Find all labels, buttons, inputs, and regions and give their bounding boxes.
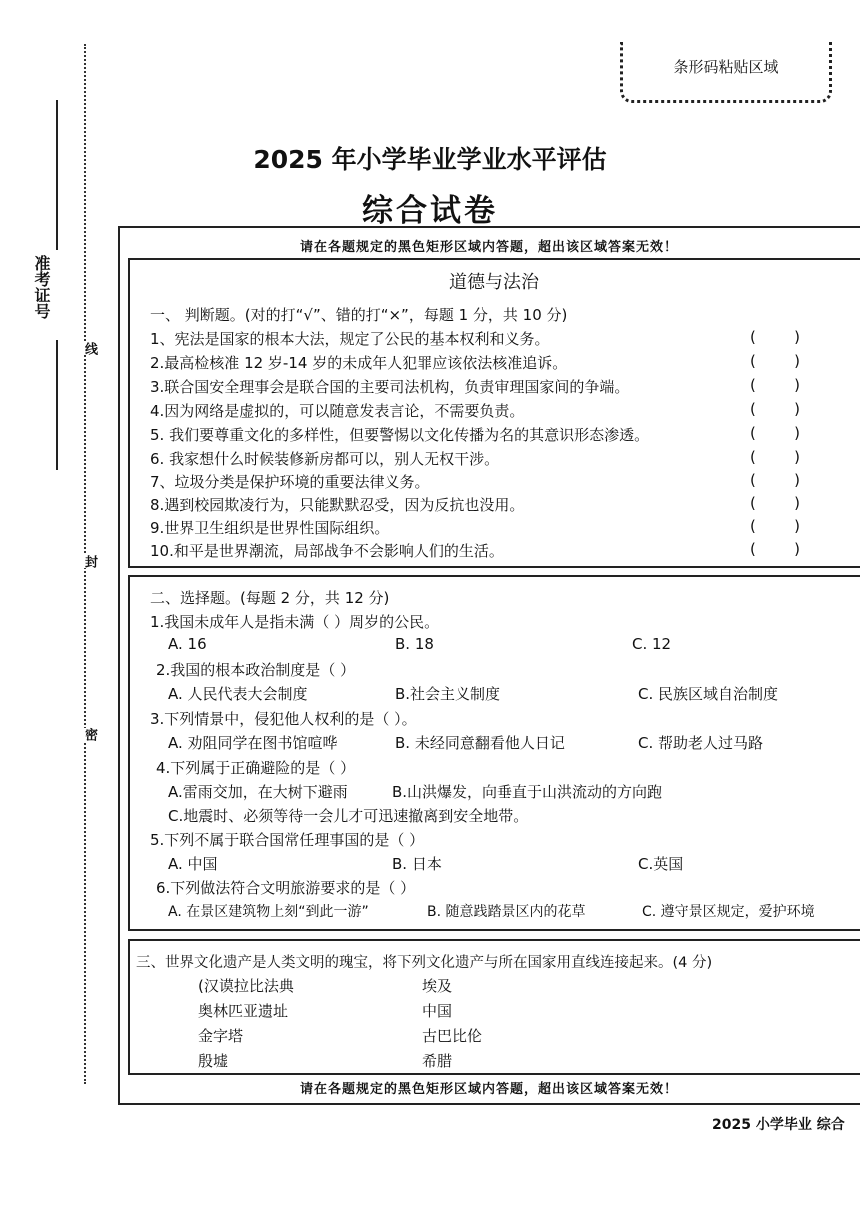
answer-parens[interactable]: ( ): [750, 352, 800, 370]
choice-option[interactable]: C. 帮助老人过马路: [638, 734, 764, 752]
choice-option[interactable]: B. 日本: [392, 855, 442, 873]
choice-option[interactable]: C.地震时、必须等待一会儿才可迅速撤离到安全地带。: [168, 807, 529, 825]
heritage-item[interactable]: 殷墟: [198, 1052, 229, 1070]
answer-parens[interactable]: ( ): [750, 448, 800, 466]
answer-parens[interactable]: ( ): [750, 517, 800, 535]
subject-title: 道德与法治: [449, 272, 539, 293]
country-item[interactable]: 希腊: [422, 1052, 453, 1070]
choice-option[interactable]: A. 人民代表大会制度: [168, 685, 308, 703]
answer-parens[interactable]: ( ): [750, 328, 800, 346]
exam-subtitle: 综合试卷: [362, 193, 498, 229]
country-item[interactable]: 古巴比伦: [422, 1027, 483, 1045]
heritage-item[interactable]: 金字塔: [198, 1027, 244, 1045]
judge-item: 10.和平是世界潮流，局部战争不会影响人们的生活。: [150, 542, 504, 560]
answer-parens[interactable]: ( ): [750, 494, 800, 512]
judge-item: 6. 我家想什么时候装修新房都可以，别人无权干涉。: [150, 450, 500, 468]
heritage-item[interactable]: 奥林匹亚遗址: [198, 1002, 289, 1020]
answer-parens[interactable]: ( ): [750, 400, 800, 418]
section2-heading: 二、选择题。(每题 2 分，共 12 分): [150, 589, 390, 607]
answer-parens[interactable]: ( ): [750, 424, 800, 442]
judge-item: 2.最高检核准 12 岁-14 岁的未成年人犯罪应该依法核准追诉。: [150, 354, 568, 372]
choice-stem: 4.下列属于正确避险的是（ ）: [156, 759, 356, 777]
judge-item: 9.世界卫生组织是世界性国际组织。: [150, 519, 390, 537]
line-char: 线: [82, 342, 97, 355]
choice-stem: 1.我国未成年人是指未满（ ）周岁的公民。: [150, 613, 440, 631]
heritage-item[interactable]: (汉谟拉比法典: [198, 977, 294, 995]
choice-option[interactable]: C. 12: [632, 635, 672, 653]
choice-option[interactable]: A.雷雨交加，在大树下避雨: [168, 783, 348, 801]
choice-option[interactable]: A. 劝阻同学在图书馆喧哗: [168, 734, 338, 752]
judge-item: 8.遇到校园欺凌行为，只能默默忍受，因为反抗也没用。: [150, 496, 525, 514]
answer-parens[interactable]: ( ): [750, 540, 800, 558]
choice-option[interactable]: B.社会主义制度: [395, 685, 501, 703]
exam-title: 2025 年小学毕业学业水平评估: [253, 145, 607, 174]
choice-option[interactable]: A. 16: [168, 635, 207, 653]
answer-parens[interactable]: ( ): [750, 376, 800, 394]
judge-item: 7、垃圾分类是保护环境的重要法律义务。: [150, 473, 430, 491]
bottom-notice: 请在各题规定的黑色矩形区域内答题，超出该区域答案无效！: [299, 1082, 678, 1097]
barcode-area: [620, 42, 832, 103]
choice-option[interactable]: B. 随意践踏景区内的花草: [427, 904, 586, 920]
barcode-label: 条形码粘贴区域: [673, 58, 779, 76]
choice-stem: 6.下列做法符合文明旅游要求的是（ ）: [156, 879, 416, 897]
name-underline: [56, 340, 58, 470]
choice-option[interactable]: B.山洪爆发，向垂直于山洪流动的方向跑: [392, 783, 663, 801]
section3-heading: 三、世界文化遗产是人类文明的瑰宝，将下列文化遗产与所在国家用直线连接起来。(4 分): [136, 955, 713, 971]
judge-item: 5. 我们要尊重文化的多样性，但要警惕以文化传播为名的其意识形态渗透。: [150, 426, 650, 444]
judge-item: 3.联合国安全理事会是联合国的主要司法机构，负责审理国家间的争端。: [150, 378, 630, 396]
top-notice: 请在各题规定的黑色矩形区域内答题，超出该区域答案无效！: [299, 240, 678, 255]
choice-option[interactable]: A. 中国: [168, 855, 218, 873]
section1-heading: 一、 判断题。(对的打“√”、错的打“×”，每题 1 分，共 10 分): [150, 306, 568, 324]
judge-item: 4.因为网络是虚拟的，可以随意发表言论，不需要负责。: [150, 402, 525, 420]
choice-option[interactable]: A. 在景区建筑物上刻“到此一游”: [168, 904, 369, 920]
choice-stem: 3.下列情景中，侵犯他人权利的是（ ）。: [150, 710, 417, 728]
page-footer: 2025 小学毕业 综合: [712, 1117, 845, 1133]
choice-stem: 5.下列不属于联合国常任理事国的是（ ）: [150, 831, 425, 849]
choice-stem: 2.我国的根本政治制度是（ ）: [156, 661, 356, 679]
choice-option[interactable]: C. 遵守景区规定，爱护环境: [642, 904, 815, 920]
dense-char: 密: [82, 728, 97, 741]
judge-item: 1、宪法是国家的根本大法，规定了公民的基本权利和义务。: [150, 330, 550, 348]
choice-option[interactable]: C. 民族区域自治制度: [638, 685, 779, 703]
choice-option[interactable]: B. 18: [395, 635, 434, 653]
seal-char: 封: [82, 555, 97, 568]
choice-option[interactable]: C.英国: [638, 855, 684, 873]
choice-option[interactable]: B. 未经同意翻看他人日记: [395, 734, 565, 752]
country-item[interactable]: 埃及: [422, 977, 453, 995]
country-item[interactable]: 中国: [422, 1002, 453, 1020]
exam-id-label: 准考证号: [32, 255, 51, 319]
answer-parens[interactable]: ( ): [750, 471, 800, 489]
